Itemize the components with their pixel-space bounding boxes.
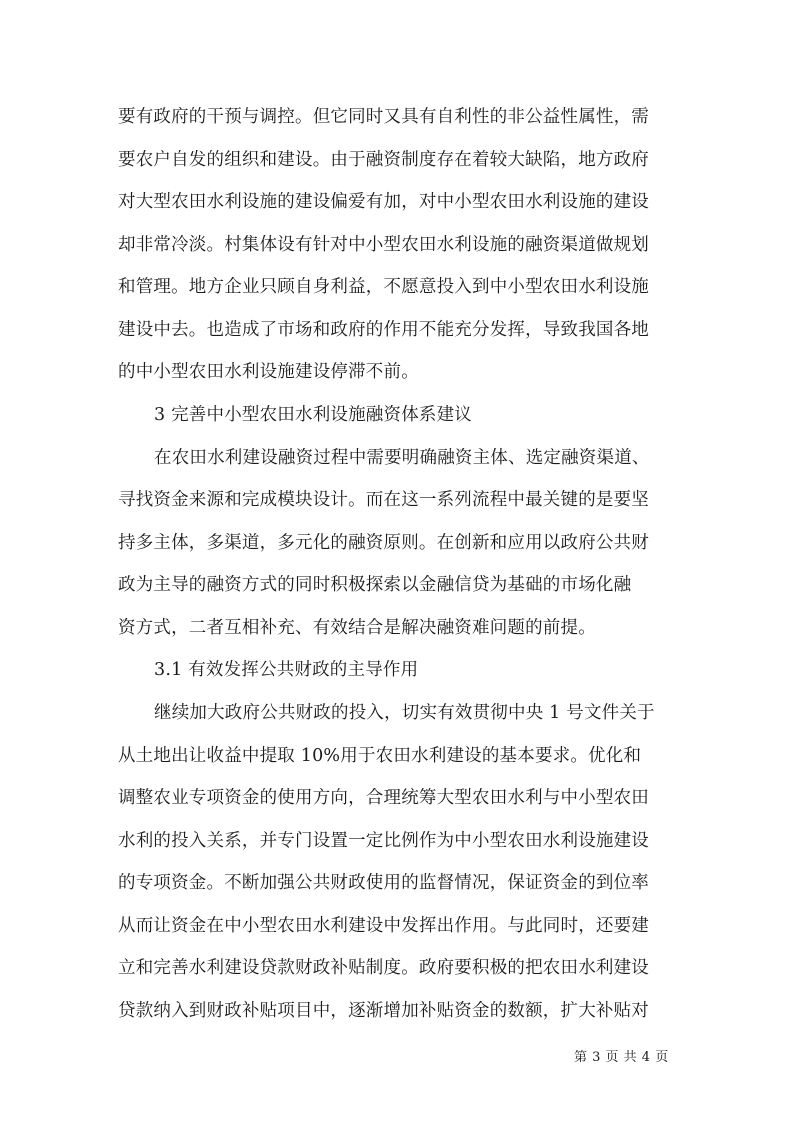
text-line: 要有政府的干预与调控。但它同时又具有自利性的非公益性属性，需 bbox=[118, 107, 649, 127]
text-line: 要农户自发的组织和建设。由于融资制度存在着较大缺陷，地方政府 bbox=[118, 150, 649, 170]
text-line: 资方式，二者互相补充、有效结合是解决融资难问题的前提。 bbox=[118, 618, 596, 638]
text-line: 却非常冷淡。村集体设有针对中小型农田水利设施的融资渠道做规划 bbox=[118, 235, 649, 255]
text-line: 贷款纳入到财政补贴项目中，逐渐增加补贴资金的数额，扩大补贴对 bbox=[118, 1001, 649, 1021]
text-line: 政为主导的融资方式的同时积极探索以金融信贷为基础的市场化融 bbox=[118, 575, 632, 595]
text-line: 继续加大政府公共财政的投入，切实有效贯彻中央 1 号文件关于 bbox=[154, 703, 655, 723]
page-number-footer: 第 3 页 共 4 页 bbox=[574, 1050, 669, 1065]
subsection-heading: 3.1 有效发挥公共财政的主导作用 bbox=[154, 660, 419, 680]
text-line: 在农田水利建设融资过程中需要明确融资主体、选定融资渠道、 bbox=[154, 448, 650, 468]
text-line: 调整农业专项资金的使用方向，合理统筹大型农田水利与中小型农田 bbox=[118, 788, 649, 808]
text-line: 寻找资金来源和完成模块设计。而在这一系列流程中最关键的是要坚 bbox=[118, 490, 649, 510]
text-line: 从土地出让收益中提取 10%用于农田水利建设的基本要求。优化和 bbox=[118, 746, 642, 766]
text-line: 对大型农田水利设施的建设偏爱有加，对中小型农田水利设施的建设 bbox=[118, 192, 649, 212]
text-line: 和管理。地方企业只顾自身利益，不愿意投入到中小型农田水利设施 bbox=[118, 277, 649, 297]
text-line: 建设中去。也造成了市场和政府的作用不能充分发挥，导致我国各地 bbox=[118, 320, 649, 340]
text-line: 从而让资金在中小型农田水利建设中发挥出作用。与此同时，还要建 bbox=[118, 916, 649, 936]
text-line: 的专项资金。不断加强公共财政使用的监督情况，保证资金的到位率 bbox=[118, 873, 649, 893]
text-line: 水利的投入关系，并专门设置一定比例作为中小型农田水利设施建设 bbox=[118, 831, 649, 851]
section-heading: 3 完善中小型农田水利设施融资体系建议 bbox=[154, 405, 472, 425]
text-line: 的中小型农田水利设施建设停滞不前。 bbox=[118, 362, 419, 382]
text-line: 立和完善水利建设贷款财政补贴制度。政府要积极的把农田水利建设 bbox=[118, 958, 649, 978]
text-line: 持多主体，多渠道，多元化的融资原则。在创新和应用以政府公共财 bbox=[118, 533, 649, 553]
